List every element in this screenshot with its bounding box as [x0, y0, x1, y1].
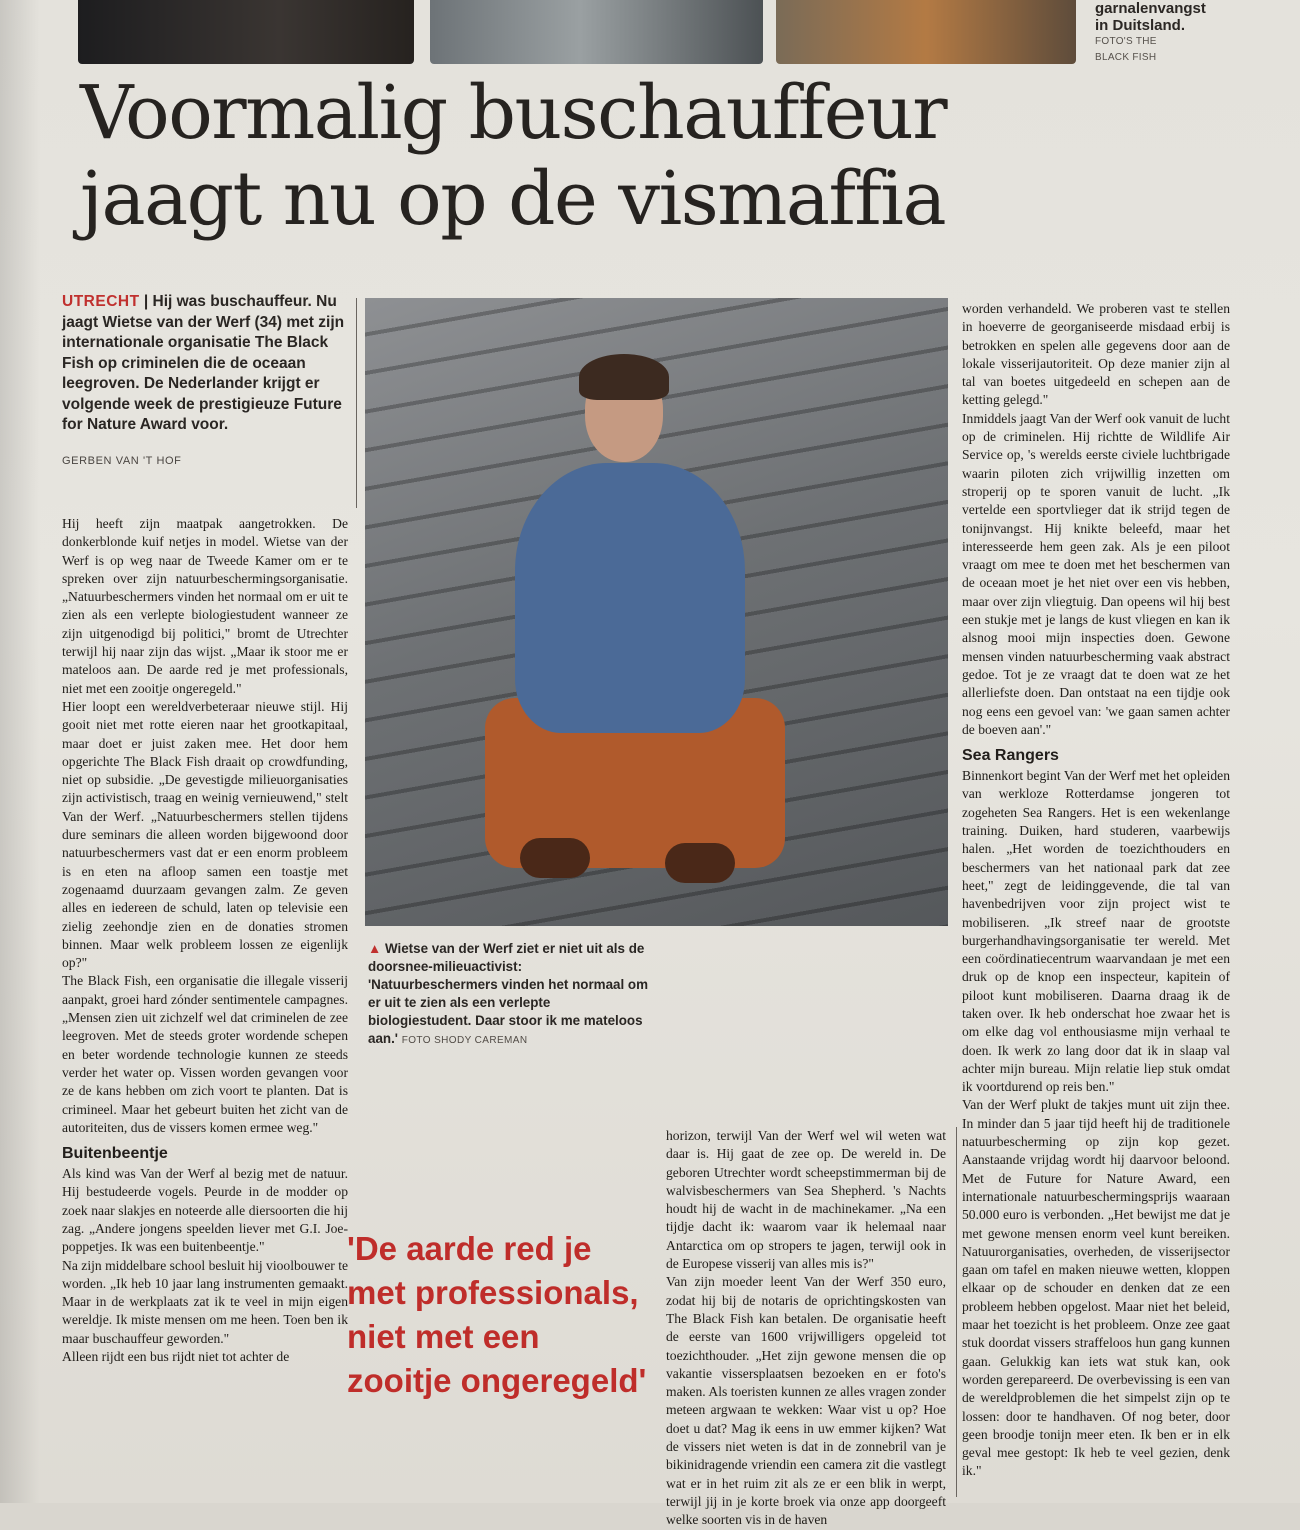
photo-person-shirt [515, 463, 745, 733]
headline-line1: Voormalig buschauffeur [80, 70, 947, 156]
lead-text: Hij was buschauffeur. Nu jaagt Wietse van der Werf (34) met zijn internationale organisatie The Black Fish op criminelen die de oceaan leegroven. De Nederlander krijgt er volgende week de prestigieuze Future for Nature Award voor. [62, 293, 345, 433]
top-photo-2 [430, 0, 763, 64]
dateline-place: UTRECHT [62, 293, 140, 310]
top-caption-credit2: BLACK FISH [1095, 52, 1157, 63]
top-caption-line2: in Duitsland. [1095, 17, 1185, 34]
article-headline [80, 70, 1240, 242]
top-photo-caption [1095, 0, 1295, 66]
photo-person-shoe-right [665, 843, 735, 883]
portrait-photo [365, 298, 948, 926]
byline: GERBEN VAN 'T HOF [62, 455, 182, 467]
column-rule-left [356, 298, 357, 508]
page-fold-shadow [0, 0, 40, 1503]
top-caption-line1: garnalenvangst [1095, 0, 1206, 17]
caption-triangle-icon: ▲ [368, 941, 385, 956]
col3-paragraph-2: Inmiddels jaagt Van der Werf ook vanuit de lucht op de criminelen. Hij richtte de Wildlife Air Service op, 's werelds eerste civiele luchtbrigade waarin piloten zich vrijwillig inzetten om stroperij op te sporen vanuit de lucht. „Ik vertelde een sportvlieger dat ik strijd tegen de tonijnvangst. Hij knikte beleefd, maar het interesseerde hem geen zak. Als je een piloot vraagt om mee te doen met het beschermen van de oceaan moet je het niet over een vis hebben, maar over zijn vliegtuig. Dan opeens wil hij best een stukje met je langs de kust vliegen en kan ik alsnog mooi mijn inspecties doen. Gewone mensen vinden natuurbescherming vaak abstract gedoe. Tot je ze vraagt dat te doen wat ze het allerliefste doen. Dan ontstaat na een tijdje ook nog eens een gevoel van: 'we gaan samen achter de boeven aan'." [962, 410, 1230, 737]
headline-line2: jaagt nu op de vismaffia [80, 156, 946, 242]
pull-quote: 'De aarde red je met professionals, niet met een zooitje ongeregeld' [347, 1230, 647, 1399]
photo-caption [368, 940, 648, 1050]
subheading-sea-rangers: Sea Rangers [962, 747, 1059, 765]
col3-paragraph-3: Binnenkort begint Van der Werf met het opleiden van werkloze Rotterdamse jongeren tot zogeheten Sea Rangers. Het is een wekenlange training. Duiken, hard studeren, vaarbewijs halen. „Het worden de toezichthouders en beschermers van het nationaal park dat zee heet," zegt de leidinggevende, die tal van havenbedrijven voor zijn project wist te mobiliseren. „Ik streef naar de grootste burgerhandhavingsorganisatie ter wereld. Met een coördinatiecentrum waarvandaan je met een druk op de knop een inspecteur, kapitein of piloot kunt mobiliseren. Daarna draag ik de taken over. Ik heb onderschat hoe zwaar het is om elke dag vol enthousiasme mijn verhaal te doen. Ik werk zo lang door dat ik in slaap val achter mijn bureau. Mijn relatie liep stuk omdat ik voortdurend op reis ben." [962, 768, 1230, 1095]
column-rule-right [956, 1127, 957, 1497]
col3-paragraph-4: Van der Werf plukt de takjes munt uit zijn thee. In minder dan 5 jaar tijd heeft hij de traditionele natuurbescherming op zijn kop gezet. Aanstaande vrijdag wordt hij daarvoor beloond. Met de Future for Nature Award, een internationale natuurbeschermingsprijs waaraan 50.000 euro is verbonden. „Het bewijst me dat je met gewone mensen enorm veel kunt bereiken. Natuurorganisaties, overheden, de visserijsector gaan om tafel en maken nieuwe wetten, kloppen elkaar op de schouder en denken dat ze een probleem hebben opgelost. Maar niet het beleid, maar het toezicht is het probleem. Onze zee gaat stuk doordat vissers straffeloos hun gang kunnen gaan. Gelukkig kan iets wat stuk kan, ook worden gerepareerd. De overbevissing is een van de wereldproblemen die het simpelst zijn op te lossen: door te handhaven. Of nog beter, door geen broodje tonijn meer eten. Ik ben er in elk geval mee gestopt: Ik heb te veel gezien, denk ik." [962, 1097, 1230, 1479]
col1-paragraph-3: The Black Fish, een organisatie die illegale visserij aanpakt, groei hard zónder sentimentele campagnes. „Mensen zien uit zichzelf wel dat criminelen de zee leegroven. Met de steeds groter wordende schepen en beter wordende technologie kunnen ze steeds verder het water op. Vissen worden gevangen voor ze de kans hebben om zich voort te planten. Dat is crimineel. Maar het gebeurt buiten het zicht van de autoriteiten, dus de vissers komen ermee weg." [62, 973, 348, 1135]
col1-paragraph-6: Alleen rijdt een bus rijdt niet tot achter de [62, 1349, 290, 1365]
column-2 [666, 1127, 946, 1530]
subheading-buitenbeentje: Buitenbeentje [62, 1145, 168, 1163]
column-1 [62, 515, 348, 1366]
caption-text: Wietse van der Werf ziet er niet uit als de doorsnee-milieuactivist: 'Natuurbeschermers vinden het normaal om er uit te zien als een verlepte biologiestudent. Daar stoor ik me mateloos aan.' [368, 941, 649, 1046]
col1-paragraph-1: Hij heeft zijn maatpak aangetrokken. De donkerblonde kuif netjes in model. Wietse van der Werf is op weg naar de Tweede Kamer om er te spreken over zijn natuurbeschermingsorganisatie. „Natuurbeschermers vinden het normaal om er uit te zien als een verlepte biologiestudent wanneer ze zijn uitgenodigd bij politici," bromt de Utrechter terwijl hij naar zijn das wijst. „Maar ik stoor me er mateloos aan. De aarde red je met professionals, niet met een zooitje ongeregeld." [62, 516, 348, 696]
caption-credit: FOTO SHODY CAREMAN [401, 1035, 528, 1046]
col1-paragraph-4: Als kind was Van der Werf al bezig met de natuur. Hij bestudeerde vogels. Peurde in de modder op zoek naar slakjes en noteerde alle diersoorten die hij zag. „Andere jongens speelden liever met G.I. Joe-poppetjes. Ik was een buitenbeentje." [62, 1166, 348, 1255]
top-photo-1 [78, 0, 414, 64]
article-lead [62, 292, 348, 436]
photo-person-shoe-left [520, 838, 590, 878]
dateline-separator: | [139, 293, 153, 310]
col3-paragraph-1: worden verhandeld. We proberen vast te stellen in hoeverre de georganiseerde misdaad erbij is betrokken en spelen alle gegevens door aan de lokale visserijautoriteit. Op deze manier zijn al tal van boetes uitgedeeld en schepen aan de ketting gelegd." [962, 301, 1230, 408]
top-photo-strip [0, 0, 1300, 70]
col2-paragraph-1: horizon, terwijl Van der Werf wel wil weten wat daar is. Hij gaat de zee op. De wereld in. De geboren Utrechter wordt scheepstimmerman bij de walvisbeschermers van Sea Shepherd. 's Nachts houdt hij de wacht in de machinekamer. „Na een tijdje dacht ik: waarom vaar ik helemaal naar Antarctica om op stropers te jagen, terwijl ook in de Europese visserij van alles mis is?" [666, 1128, 946, 1272]
col1-paragraph-2: Hier loopt een wereldverbeteraar nieuwe stijl. Hij gooit niet met rotte eieren naar het grootkapitaal, maar doet er juist zaken mee. Het door hem opgerichte The Black Fish draait op crowdfunding, niet op subsidie. „De gevestigde milieuorganisaties zijn activistisch, traag en weinig vernieuwend," stelt Van der Werf. „Natuurbeschermers stellen tijdens dure seminars die alleen worden bijgewoond door natuurbeschermers vast dat er een enorm probleem is en eten na afloop samen een toastje met zogenaamd duurzaam gevangen zalm. Ze geven alles en iedereen de schuld, laten op televisie een zielig zeehondje zien en de donaties stromen binnen. Maar welk probleem lossen ze eigenlijk op?" [62, 698, 348, 971]
col1-paragraph-5: Na zijn middelbare school besluit hij vioolbouwer te worden. „Ik heb 10 jaar lang instrumenten gemaakt. Maar in de werkplaats zat ik te veel in mijn eigen wereldje. Ik miste mensen om me heen. Toen ben ik maar buschauffeur geworden." [62, 1257, 348, 1346]
photo-person-hair [579, 354, 669, 400]
top-caption-credit1: FOTO'S THE [1095, 36, 1157, 47]
top-photo-3 [776, 0, 1076, 64]
column-3 [962, 300, 1230, 1481]
col2-paragraph-2: Van zijn moeder leent Van der Werf 350 euro, zodat hij bij de notaris de oprichtingskosten van The Black Fish kan betalen. De organisatie heeft de eerste van 1600 vrijwilligers opgeleid tot toezichthouder. „Het zijn gewone mensen die op vakantie vissersplaatsen bezoeken en er foto's maken. Als toeristen kunnen ze alles vragen zonder meteen argwaan te wekken: Waar vist u op? Hoe doet u dat? Mag ik eens in uw emmer kijken? Wat de vissers niet weten is dat in de zonnebril van je bikinidragende vriendin een camera zit die vastlegt wat er in het ruim zit als ze er een blik in werpt, terwijl jij in je korte broek via onze app doorgeeft welke soorten vis in de haven [666, 1274, 946, 1528]
